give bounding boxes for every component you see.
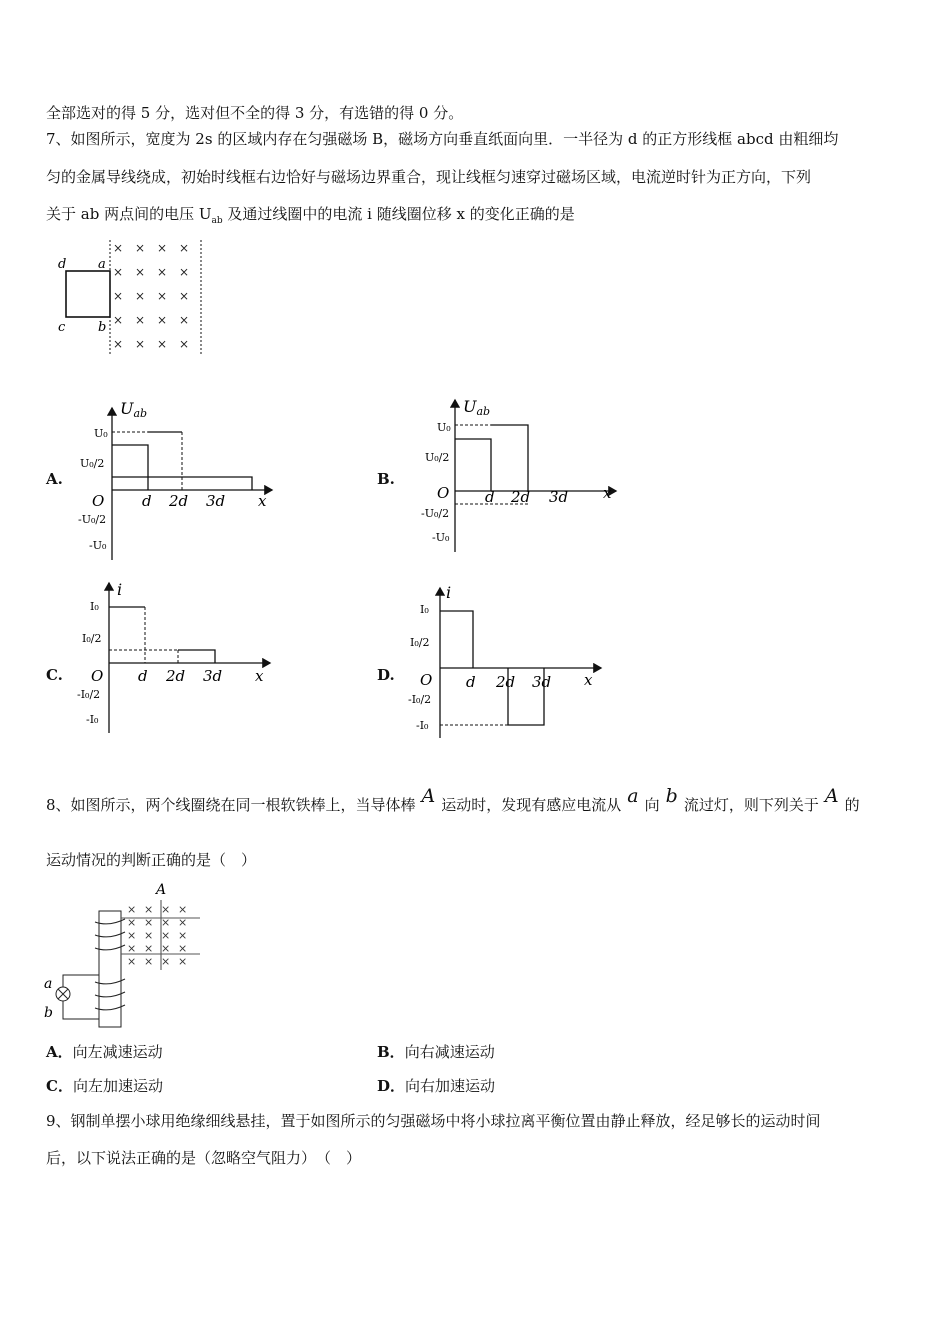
graph-c-tick-2d: 2d [166, 667, 186, 685]
field-cross: × [179, 313, 190, 327]
q7-option-a-label[interactable]: A. [46, 470, 63, 488]
field-cross: × [157, 337, 168, 351]
q7-option-d-label[interactable]: D. [377, 666, 395, 684]
field-cross: × [161, 942, 171, 955]
q8-line-1 [46, 785, 860, 815]
q7-line-2: 匀的金属导线绕成，初始时线框右边恰好与磁场边界重合，现让线框匀速穿过磁场区域，电流逆时针为正方向，下列 [46, 168, 812, 186]
q8-field-crosses [127, 903, 187, 968]
q8-coil-figure [40, 878, 210, 1033]
graph-a-x-label: x [258, 492, 267, 510]
field-cross: × [157, 265, 168, 279]
graph-c-tick-3d: 3d [203, 667, 223, 685]
field-cross: × [127, 916, 137, 929]
q8-text-2: 运动时，发现有感应电流从 [441, 796, 622, 814]
graph-d-tick-i0-half: I₀/2 [410, 636, 430, 649]
field-cross: × [161, 955, 171, 968]
field-cross: × [113, 337, 124, 351]
field-cross: × [113, 241, 124, 255]
field-cross: × [113, 265, 124, 279]
graph-c-ylabel: i [117, 580, 123, 599]
q7-loop-figure [55, 238, 215, 363]
graph-b-tick-3d: 3d [549, 488, 569, 506]
corner-label-a: a [98, 257, 106, 272]
graph-b-curve [455, 425, 528, 491]
q7-line-3-a: 关于 ab 两点间的电压 U [46, 205, 212, 223]
q8-text-5: 的 [844, 796, 860, 814]
graph-c-guides [109, 607, 178, 663]
graph-b-x-label: x [603, 484, 612, 502]
field-cross: × [144, 929, 154, 942]
corner-label-d: d [58, 257, 67, 272]
graph-d-tick-2d: 2d [496, 673, 516, 691]
field-cross: × [178, 955, 188, 968]
q7-uab-subscript: ab [211, 216, 223, 226]
graph-c-tick-i0: I₀ [90, 600, 99, 613]
field-cross: × [113, 289, 124, 303]
field-cross: × [179, 289, 190, 303]
graph-a-tick-u0: U₀ [94, 427, 108, 440]
graph-d[interactable] [406, 583, 616, 743]
field-cross: × [127, 942, 137, 955]
q8-text-1: 8、如图所示，两个线圈绕在同一根软铁棒上，当导体棒 [46, 796, 416, 814]
graph-a-tick-u0-half: U₀/2 [80, 457, 105, 470]
graph-b-tick-2d: 2d [511, 488, 531, 506]
field-cross: × [135, 337, 146, 351]
graph-c[interactable] [72, 578, 282, 738]
graph-a-ylabel: Uab [120, 399, 148, 420]
graph-c-tick-d: d [138, 667, 148, 685]
circuit-label-a: a [44, 976, 53, 992]
graph-b-tick-neg-u0: -U₀ [432, 531, 450, 544]
graph-c-tick-i0-half: I₀/2 [82, 632, 102, 645]
q8-var-a: a [627, 785, 639, 807]
field-cross: × [178, 942, 188, 955]
graph-a-tick-2d: 2d [169, 492, 189, 510]
q8-text-4: 流过灯，则下列关于 [683, 796, 819, 814]
field-cross: × [135, 265, 146, 279]
rod-label-A: A [156, 882, 167, 898]
q8-var-A-2: A [824, 785, 839, 807]
graph-d-tick-d: d [466, 673, 476, 691]
graph-a-tick-3d: 3d [206, 492, 226, 510]
field-cross: × [144, 916, 154, 929]
graph-a-curve [112, 432, 252, 490]
field-cross: × [179, 241, 190, 255]
graph-c-tick-neg-i0: -I₀ [86, 713, 99, 726]
field-cross: × [178, 916, 188, 929]
corner-label-c: c [58, 320, 66, 335]
graph-a-tick-neg-half: -U₀/2 [78, 513, 107, 526]
graph-b-ylabel: Uab [463, 397, 491, 418]
graph-c-curve [109, 607, 215, 663]
graph-b-origin: O [437, 484, 450, 502]
q8-option-c[interactable]: C．向左加速运动 [46, 1077, 163, 1095]
q8-var-b: b [665, 785, 678, 807]
field-cross: × [179, 337, 190, 351]
graph-b-tick-d: d [485, 488, 495, 506]
q8-option-b[interactable]: B．向右减速运动 [377, 1043, 495, 1061]
field-cross: × [157, 289, 168, 303]
field-cross: × [144, 903, 154, 916]
field-cross: × [161, 903, 171, 916]
field-cross: × [135, 241, 146, 255]
q8-line-2: 运动情况的判断正确的是（ ） [46, 851, 257, 869]
graph-a-tick-d: d [142, 492, 152, 510]
graph-d-tick-3d: 3d [532, 673, 552, 691]
magnetic-field-crosses [113, 241, 189, 351]
graph-c-x-label: x [255, 667, 264, 685]
intro-line: 全部选对的得 5 分，选对但不全的得 3 分，有选错的得 0 分。 [46, 104, 464, 122]
field-cross: × [178, 929, 188, 942]
q7-option-b-label[interactable]: B. [377, 470, 395, 488]
graph-a[interactable] [72, 400, 282, 565]
graph-b-tick-neg-half: -U₀/2 [421, 507, 450, 520]
field-cross: × [127, 955, 137, 968]
field-cross: × [161, 916, 171, 929]
graph-b-tick-u0: U₀ [437, 421, 451, 434]
corner-label-b: b [98, 320, 107, 335]
field-cross: × [144, 955, 154, 968]
field-cross: × [161, 929, 171, 942]
graph-d-tick-neg-i0: -I₀ [416, 719, 429, 732]
circuit-label-b: b [44, 1005, 53, 1021]
field-cross: × [135, 289, 146, 303]
graph-d-tick-neg-half: -I₀/2 [408, 693, 432, 706]
graph-b[interactable] [413, 392, 623, 557]
graph-a-guides [112, 432, 182, 490]
q8-option-d[interactable]: D．向右加速运动 [377, 1077, 496, 1095]
q7-line-3 [46, 203, 575, 226]
field-cross: × [127, 929, 137, 942]
field-cross: × [179, 265, 190, 279]
q8-var-A: A [421, 785, 436, 807]
graph-c-tick-neg-half: -I₀/2 [77, 688, 101, 701]
field-cross: × [157, 313, 168, 327]
field-cross: × [178, 903, 188, 916]
graph-a-tick-neg-u0: -U₀ [89, 539, 107, 552]
field-cross: × [127, 903, 137, 916]
graph-d-ylabel: i [446, 583, 452, 602]
field-cross: × [135, 313, 146, 327]
q9-line-1: 9、钢制单摆小球用绝缘细线悬挂，置于如图所示的匀强磁场中将小球拉离平衡位置由静止释放，经足够长的运动时间 [46, 1112, 821, 1130]
q7-line-3-b: 及通过线圈中的电流 i 随线圈位移 x 的变化正确的是 [222, 205, 575, 223]
graph-d-tick-i0: I₀ [420, 603, 429, 616]
q7-option-c-label[interactable]: C. [46, 666, 63, 684]
field-cross: × [144, 942, 154, 955]
graph-d-x-label: x [584, 671, 593, 689]
graph-b-tick-u0-half: U₀/2 [425, 451, 450, 464]
q8-text-3: 向 [644, 796, 660, 814]
q7-line-1: 7、如图所示，宽度为 2s 的区域内存在匀强磁场 B，磁场方向垂直纸面向里．一半径为 d 的正方形线框 abcd 由粗细均 [46, 130, 839, 148]
graph-c-origin: O [91, 667, 104, 685]
q8-option-a[interactable]: A．向左减速运动 [46, 1043, 163, 1061]
graph-d-origin: O [420, 671, 433, 689]
field-cross: × [113, 313, 124, 327]
graph-a-origin: O [92, 492, 105, 510]
square-loop [66, 271, 110, 317]
q9-line-2: 后，以下说法正确的是（忽略空气阻力） （ ） [46, 1149, 362, 1167]
field-cross: × [157, 241, 168, 255]
